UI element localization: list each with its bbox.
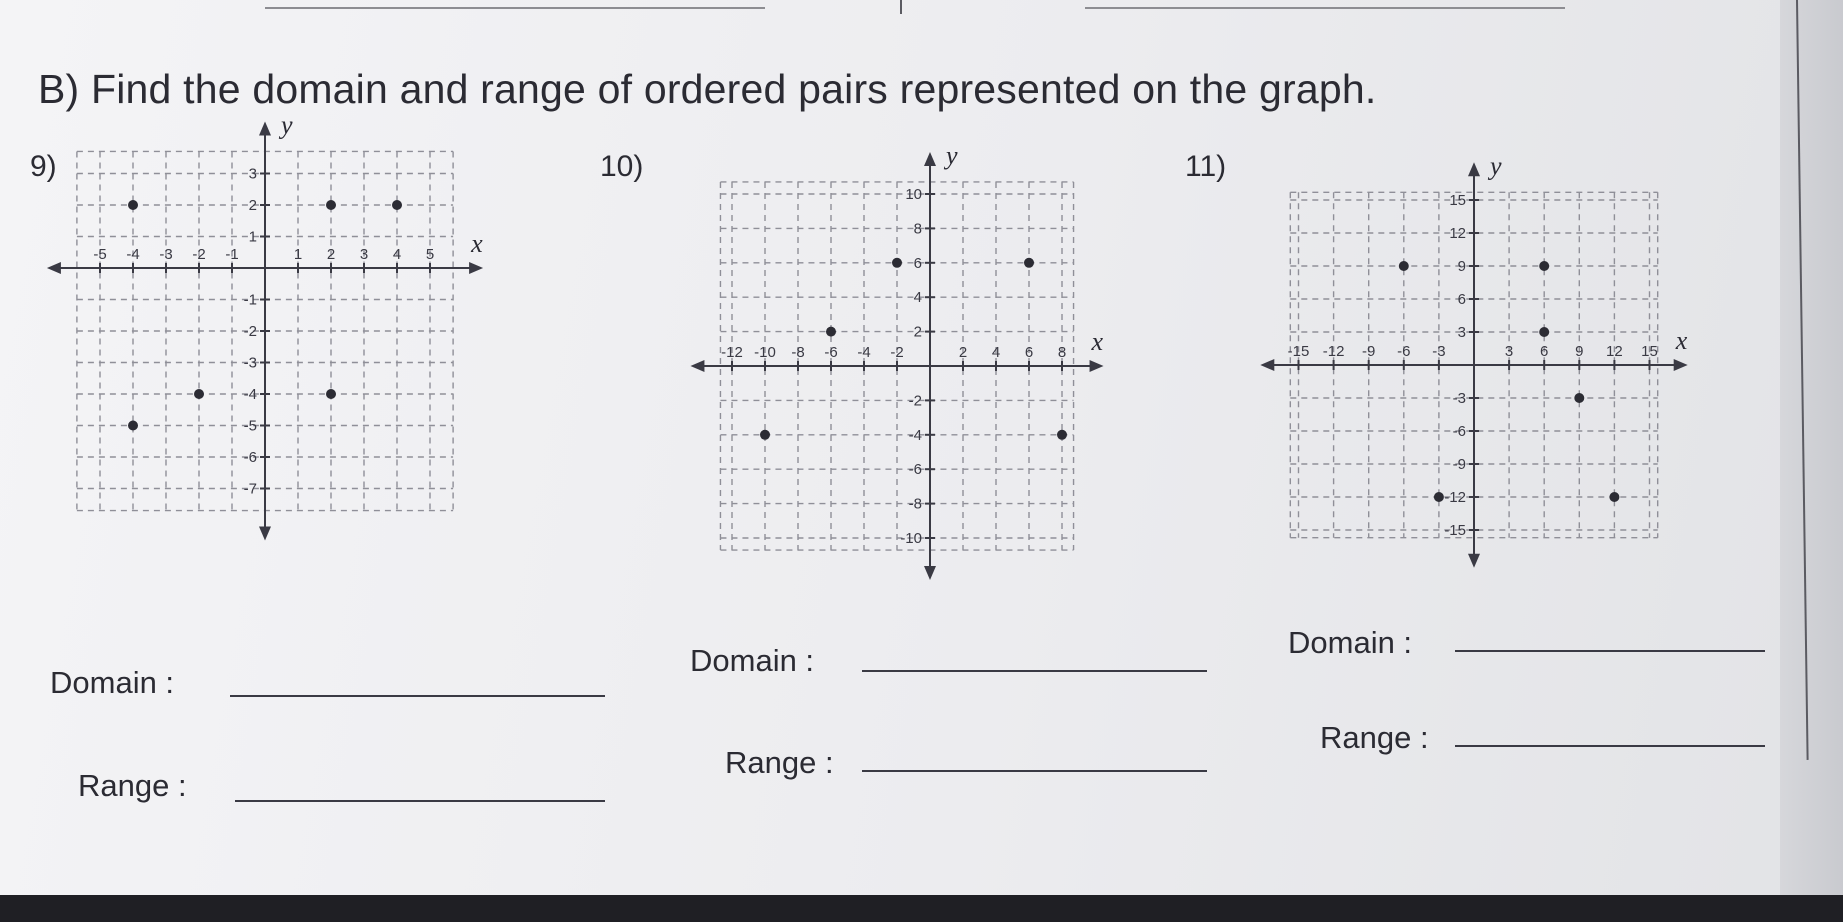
range-blank-9[interactable] xyxy=(235,800,605,802)
y-tick-label: -3 xyxy=(1452,390,1466,407)
x-tick-label: 3 xyxy=(359,246,369,263)
x-tick-label: -15 xyxy=(1287,343,1310,360)
x-tick-label: 5 xyxy=(425,246,435,263)
x-tick-label: 2 xyxy=(958,344,968,361)
y-tick-label: 6 xyxy=(913,254,922,272)
y-tick-label: -2 xyxy=(908,392,922,410)
x-tick-label: -6 xyxy=(824,344,838,361)
y-axis-label: y xyxy=(281,110,293,140)
y-tick-label: -5 xyxy=(243,417,257,435)
x-tick-label: -12 xyxy=(1322,343,1345,360)
page-bottom-shadow xyxy=(0,895,1843,922)
x-tick-label: -3 xyxy=(159,246,173,263)
problem-11-number: 11) xyxy=(1185,150,1227,183)
x-tick-label: 4 xyxy=(392,246,402,263)
x-tick-label: 2 xyxy=(326,246,336,263)
x-tick-label: 1 xyxy=(293,246,303,263)
y-tick-label: 8 xyxy=(913,220,922,238)
x-tick-label: 12 xyxy=(1606,343,1623,360)
y-tick-label: 15 xyxy=(1449,192,1466,209)
range-blank-10[interactable] xyxy=(862,770,1207,772)
y-axis-down-arrow xyxy=(1468,554,1480,568)
domain-label-10: Domain : xyxy=(690,643,815,678)
problem-9-number: 9) xyxy=(30,150,57,183)
graph-problem-11 xyxy=(1255,150,1695,580)
x-tick-label: -12 xyxy=(721,344,743,361)
data-point xyxy=(194,389,204,399)
y-tick-label: -1 xyxy=(243,291,257,309)
y-axis-label: y xyxy=(946,140,958,170)
x-tick-label: -10 xyxy=(754,344,776,361)
data-point xyxy=(1539,327,1549,337)
y-tick-label: -4 xyxy=(908,426,922,444)
x-tick-label: -8 xyxy=(791,344,805,361)
y-tick-label: -8 xyxy=(908,495,922,513)
y-tick-label: -4 xyxy=(243,386,257,403)
data-point xyxy=(1024,258,1034,268)
y-tick-label: 2 xyxy=(913,323,922,341)
y-tick-label: 4 xyxy=(913,289,922,307)
data-point xyxy=(128,200,138,210)
y-tick-label: 6 xyxy=(1457,291,1466,308)
y-tick-label: -9 xyxy=(1452,456,1466,473)
y-tick-label: 9 xyxy=(1457,258,1466,275)
domain-label-11: Domain : xyxy=(1288,625,1413,660)
y-axis-label: y xyxy=(1490,151,1502,181)
y-tick-label: -10 xyxy=(900,530,922,547)
x-axis-left-arrow xyxy=(1260,359,1274,371)
x-tick-label: 8 xyxy=(1057,344,1067,361)
data-point xyxy=(826,327,836,337)
x-axis-right-arrow xyxy=(469,262,483,274)
y-tick-label: -3 xyxy=(243,354,257,372)
graph-problem-10 xyxy=(690,140,1140,598)
y-tick-label: 12 xyxy=(1449,225,1466,242)
x-axis-left-arrow xyxy=(690,360,704,372)
x-tick-label: 15 xyxy=(1641,343,1658,360)
x-tick-label: -9 xyxy=(1362,343,1376,360)
top-rule-left xyxy=(265,7,765,9)
x-tick-label: 6 xyxy=(1024,344,1034,361)
x-axis-label: x xyxy=(471,229,483,258)
x-tick-label: -6 xyxy=(1397,343,1411,360)
coordinate-plane-9 xyxy=(70,110,560,620)
x-tick-label: -5 xyxy=(93,246,107,263)
x-tick-label: -3 xyxy=(1432,343,1446,360)
domain-blank-9[interactable] xyxy=(230,695,605,697)
x-tick-label: 9 xyxy=(1575,343,1584,360)
coordinate-plane-10 xyxy=(690,140,1140,598)
x-tick-label: -1 xyxy=(225,246,239,263)
x-tick-label: -4 xyxy=(126,246,140,263)
y-tick-label: 3 xyxy=(248,165,257,183)
range-label-11: Range : xyxy=(1320,720,1429,755)
data-point xyxy=(326,389,336,399)
y-tick-label: 3 xyxy=(1457,324,1466,341)
x-tick-label: -2 xyxy=(890,344,904,361)
x-axis-label: x xyxy=(1675,326,1688,355)
domain-label-9: Domain : xyxy=(50,665,175,700)
data-point xyxy=(1539,261,1549,271)
range-blank-11[interactable] xyxy=(1455,745,1765,747)
data-point xyxy=(326,200,336,210)
data-point xyxy=(128,421,138,431)
x-tick-label: 6 xyxy=(1540,343,1549,360)
y-tick-label: -6 xyxy=(908,461,922,479)
y-axis-down-arrow xyxy=(259,527,271,541)
y-tick-label: -12 xyxy=(1444,489,1466,506)
data-point xyxy=(1574,393,1584,403)
range-label-9: Range : xyxy=(78,768,187,803)
y-tick-label: -7 xyxy=(243,480,257,498)
section-heading: B) Find the domain and range of ordered pairs represented on the graph. xyxy=(38,66,1377,112)
y-axis-down-arrow xyxy=(924,566,936,580)
data-point xyxy=(760,430,770,440)
x-tick-label: 3 xyxy=(1504,343,1514,360)
x-axis-label: x xyxy=(1091,327,1104,356)
data-point xyxy=(1399,261,1409,271)
axes xyxy=(1260,162,1687,567)
range-label-10: Range : xyxy=(725,745,834,780)
y-tick-label: -2 xyxy=(243,323,257,340)
domain-blank-10[interactable] xyxy=(862,670,1207,672)
problem-10-number: 10) xyxy=(600,150,644,183)
x-axis-right-arrow xyxy=(1090,360,1104,372)
y-tick-label: -6 xyxy=(243,449,257,466)
page-edge xyxy=(1780,0,1843,922)
x-tick-label: -2 xyxy=(192,246,206,263)
y-axis-up-arrow xyxy=(924,152,936,166)
x-tick-label: -4 xyxy=(857,344,871,361)
x-tick-label: 4 xyxy=(991,344,1001,361)
data-point xyxy=(392,200,402,210)
top-rule-right xyxy=(1085,7,1565,9)
y-tick-label: -6 xyxy=(1452,423,1466,440)
y-tick-label: 1 xyxy=(248,228,257,246)
y-axis-up-arrow xyxy=(1468,162,1480,176)
coordinate-plane-11 xyxy=(1255,150,1695,580)
data-point xyxy=(1434,492,1444,502)
y-tick-label: 2 xyxy=(248,197,257,214)
domain-blank-11[interactable] xyxy=(1455,650,1765,652)
y-tick-label: 10 xyxy=(905,186,922,203)
graph-problem-9 xyxy=(70,110,560,620)
data-point xyxy=(892,258,902,268)
y-tick-label: -15 xyxy=(1444,522,1466,539)
x-axis-right-arrow xyxy=(1674,359,1688,371)
data-point xyxy=(1057,430,1067,440)
top-rule-tick xyxy=(900,0,902,14)
data-point xyxy=(1609,492,1619,502)
